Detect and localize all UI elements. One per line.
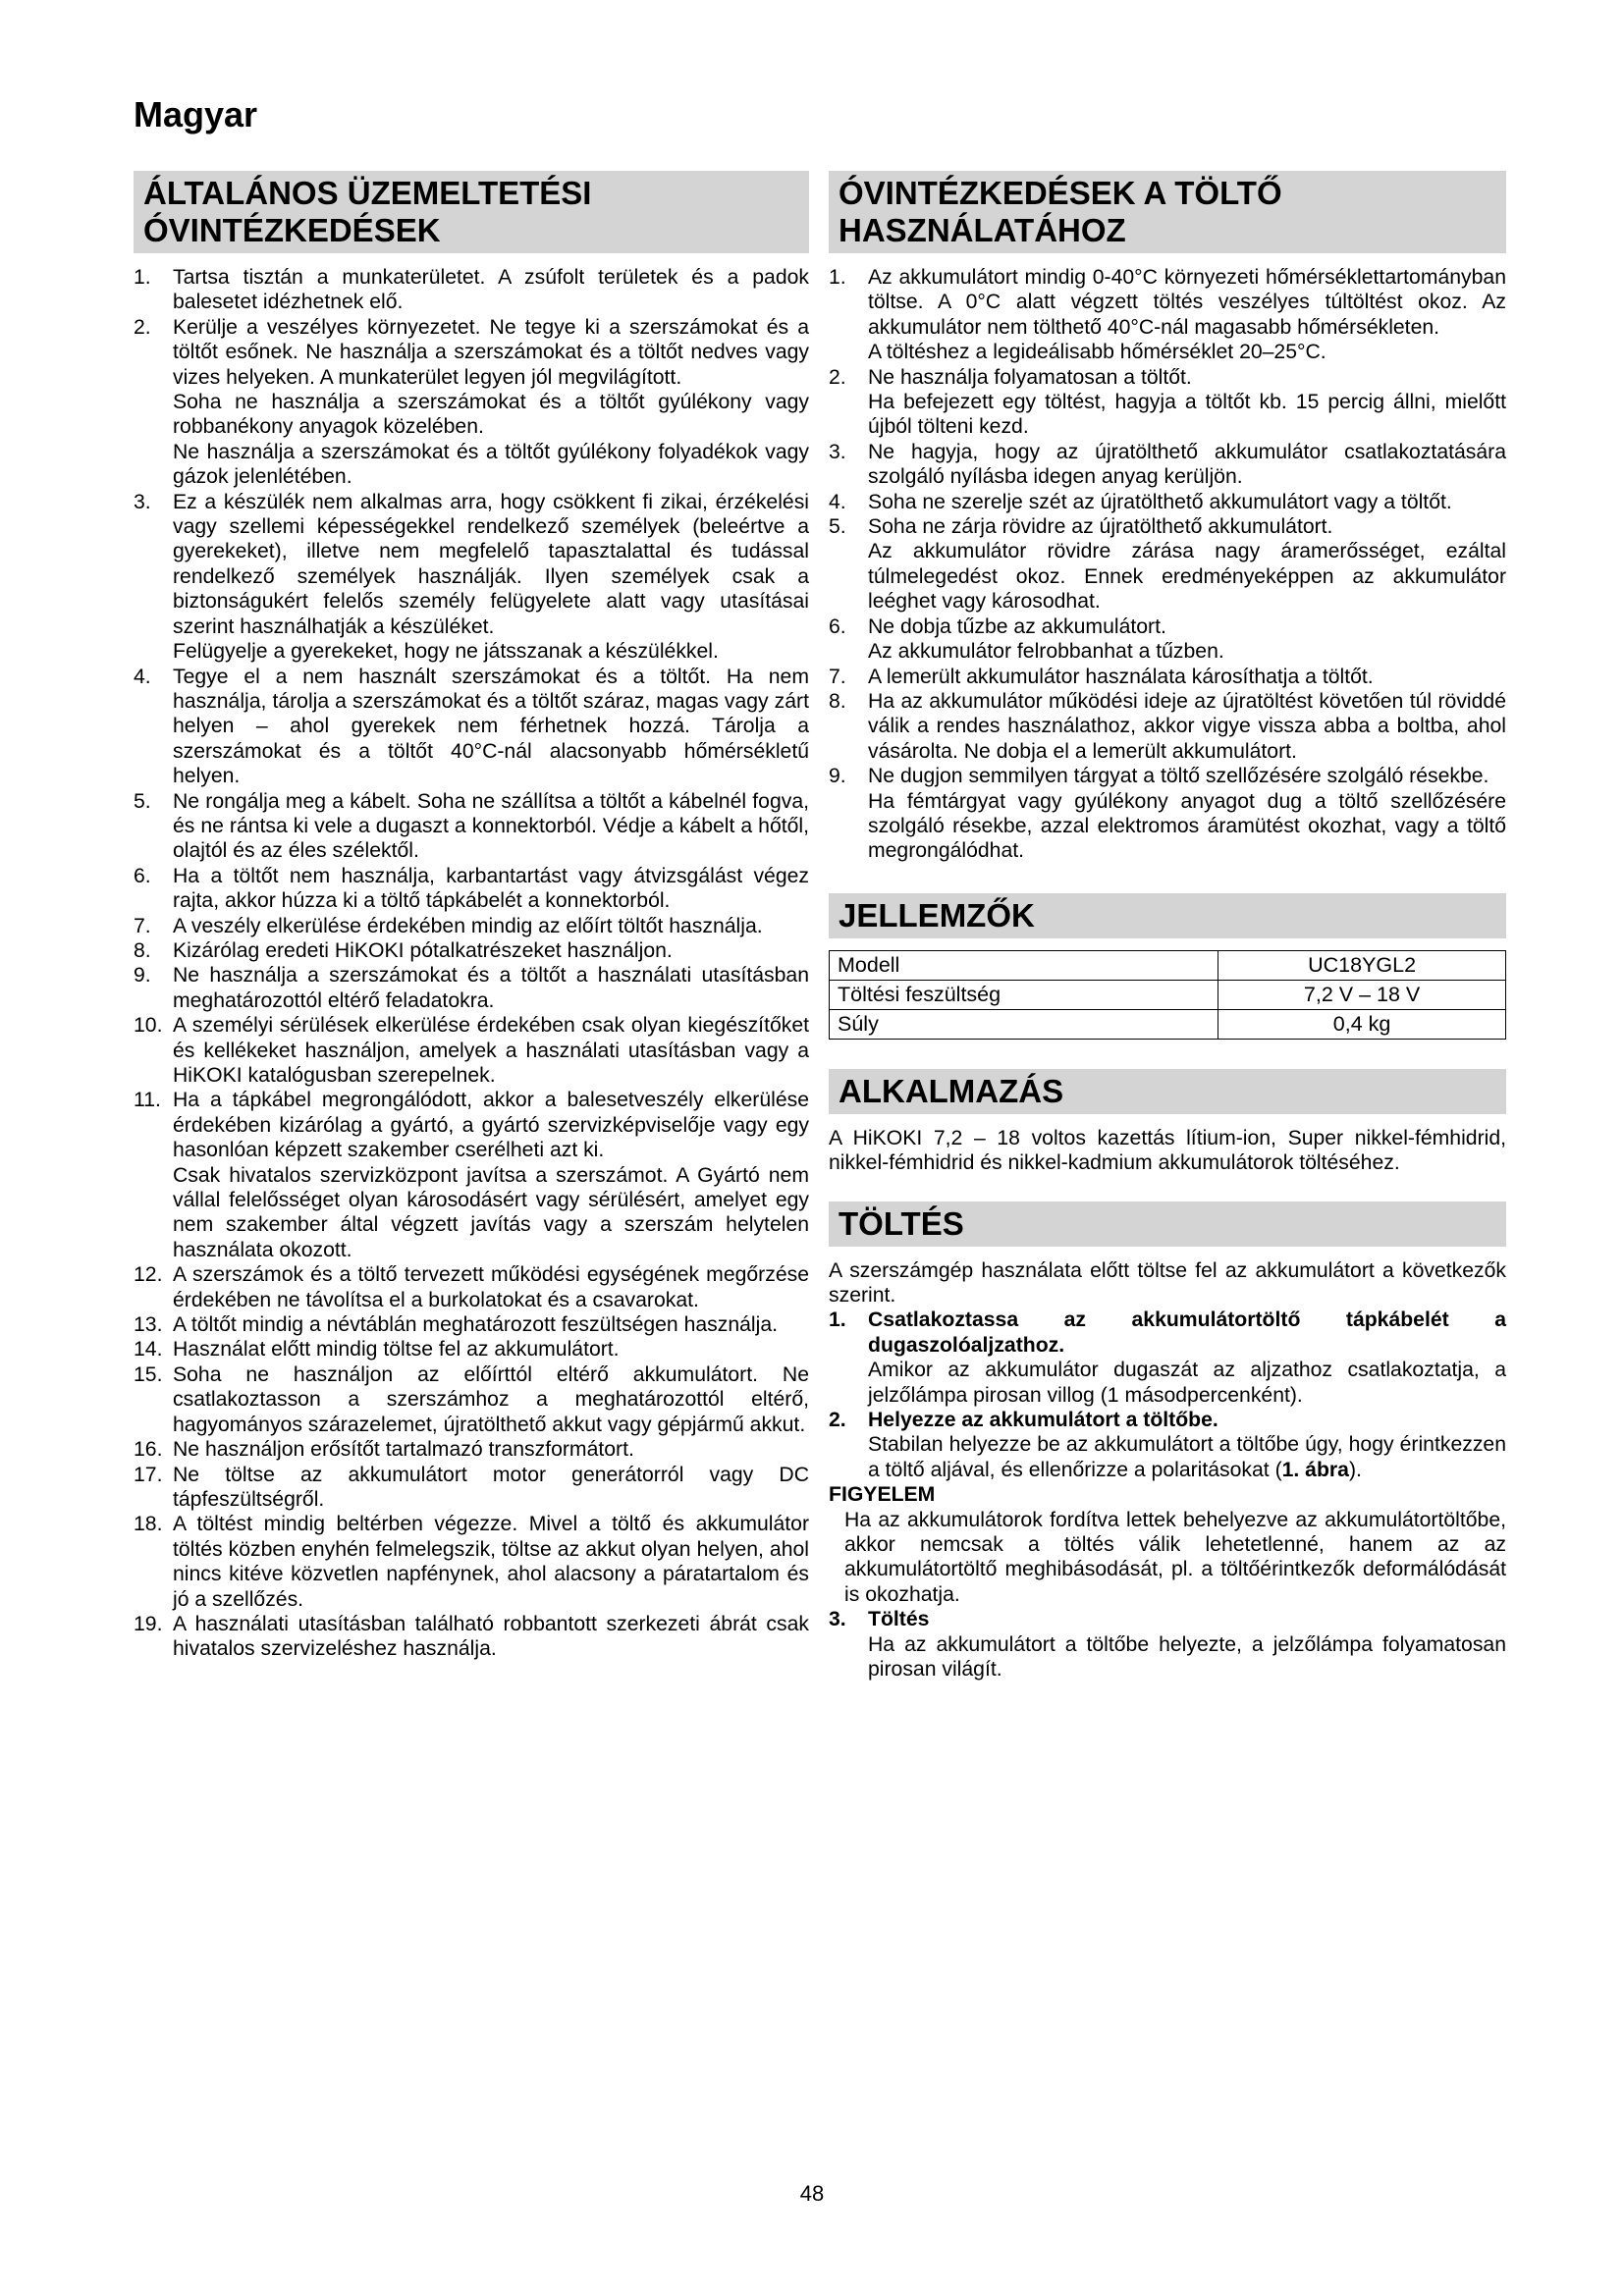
list-item	[134, 1163, 809, 1263]
list-item	[134, 665, 809, 789]
list-item-text: A töltést mindig beltérben végezze. Mivel a töltő és akkumulátor töltés közben enyhén felmelegszik, töltse az akkut olyan helyen, ahol nincs kitéve közvetlen napfénynek, ahol alacsony a páratartalom és jó a szellőzés.	[173, 1513, 809, 1611]
list-item-text: Tartsa tisztán a munkaterületet. A zsúfolt területek és a padok balesetet idézhetnek elő.	[173, 266, 809, 314]
list-item	[829, 764, 1506, 788]
list-item-text: A veszély elkerülése érdekében mindig az előírt töltőt használja.	[173, 914, 763, 937]
list-item-number: 13.	[134, 1313, 163, 1337]
list-item	[829, 614, 1506, 639]
list-item-text: Ne rongálja meg a kábelt. Soha ne szállítsa a töltőt a kábelnél fogva, és ne rántsa ki vele a dugaszt a konnektorból. Védje a kábelt a hőtől, olajtól és az éles szélektől.	[173, 789, 809, 863]
charger-precautions-heading: ÓVINTÉZKEDÉSEK A TÖLTŐ HASZNÁLATÁHOZ	[829, 171, 1506, 253]
list-item-text: Tegye el a nem használt szerszámokat és a töltőt. Ha nem használja, tárolja a szerszámokat és a töltőt száraz, magas vagy zárt helyen – ahol gyerekek nem férhetnek hozzá. Tárolja a szerszámokat és a töltőt 40°C-nál alacsonyabb hőmérsékletű helyen.	[173, 665, 809, 788]
list-item	[829, 689, 1506, 764]
table-row	[830, 1009, 1506, 1039]
list-item	[829, 665, 1506, 689]
list-item	[134, 1612, 809, 1662]
list-item-text: Soha ne zárja rövidre az újratölthető akkumulátort.	[868, 515, 1333, 539]
list-item	[134, 1013, 809, 1088]
list-item-text: A személyi sérülések elkerülése érdekében csak olyan kiegészítőket és kellékeket használjon, amelyek a használati utasításban vagy a HiKOKI katalógusban szerepelnek.	[173, 1014, 809, 1087]
list-item-number: 8.	[829, 689, 846, 713]
list-item-number: 18.	[134, 1513, 163, 1536]
list-item	[829, 789, 1506, 864]
features-heading: JELLEMZŐK	[829, 893, 1506, 938]
list-item-number: 8.	[134, 938, 151, 962]
charging-step-3: 3. Töltés	[829, 1608, 930, 1631]
specifications-table	[829, 950, 1506, 1040]
list-item	[829, 490, 1506, 514]
list-item-text: A szerszámok és a töltő tervezett működési egységének megőrzése érdekében ne távolítsa el a burkolatokat és a csavarokat.	[173, 1263, 809, 1311]
list-item-text: Soha ne használjon az előírttól eltérő akkumulátort. Ne csatlakoztasson a szerszámhoz a meghatározottól eltérő, hagyományos szárazelemet, újratölthető akkut vagy gépjármű akkut.	[173, 1362, 809, 1436]
list-item	[134, 938, 809, 963]
list-item	[829, 390, 1506, 440]
list-item-text: Ne használjon erősítőt tartalmazó transzformátort.	[173, 1438, 634, 1462]
list-item-number	[134, 1163, 173, 1263]
list-item	[134, 639, 809, 664]
list-item-text: A lemerült akkumulátor használata károsíthatja a töltőt.	[868, 665, 1374, 688]
list-item-number	[134, 639, 173, 664]
list-item	[134, 1362, 809, 1437]
list-item-number	[134, 390, 173, 440]
application-text: A HiKOKI 7,2 – 18 voltos kazettás lítium-ion, Super nikkel-fémhidrid, nikkel-fémhidrid és nikkel-kadmium akkumulátorok töltéséhez.	[829, 1126, 1506, 1175]
list-item-number: 3.	[829, 440, 846, 463]
list-item-number: 9.	[829, 765, 846, 788]
list-item	[134, 315, 809, 390]
note-label: FIGYELEM	[829, 1483, 936, 1507]
list-item	[829, 365, 1506, 390]
list-item-number	[829, 390, 868, 440]
list-item	[829, 539, 1506, 614]
list-item	[134, 864, 809, 914]
language-label: Magyar	[134, 94, 258, 134]
list-item-text: Kizárólag eredeti HiKOKI pótalkatrészeket használjon.	[173, 938, 673, 962]
list-item-text: Ne használja folyamatosan a töltőt.	[868, 365, 1192, 389]
list-item-text: Az akkumulátor felrobbanhat a tűzben.	[868, 640, 1224, 664]
list-item	[134, 390, 809, 440]
list-item-number	[829, 539, 868, 614]
list-item-number: 2.	[829, 365, 846, 389]
list-item-number: 15.	[134, 1362, 163, 1386]
charging-step-1-text: Amikor az akkumulátor dugaszát az aljzathoz csatlakoztatja, a jelzőlámpa pirosan villog (1 másodpercenként).	[868, 1359, 1506, 1407]
charging-section	[829, 1258, 1506, 1682]
list-item-text: Soha ne szerelje szét az újratölthető akkumulátort vagy a töltőt.	[868, 490, 1452, 513]
list-item	[134, 963, 809, 1013]
list-item-text: Használat előtt mindig töltse fel az akkumulátort.	[173, 1338, 620, 1362]
charging-step-1: 1. Csatlakoztassa az akkumulátortöltő tápkábelét a dugaszolóaljzathoz.	[829, 1308, 1506, 1357]
list-item-number: 5.	[829, 515, 846, 539]
list-item-text: Ha befejezett egy töltést, hagyja a töltőt kb. 15 percig állni, mielőtt újból tölteni kezd.	[868, 391, 1506, 439]
spec-value: UC18YGL2	[1218, 950, 1506, 980]
list-item-text: Ne használja a szerszámokat és a töltőt gyúlékony folyadékok vagy gázok jelenlétében.	[173, 440, 809, 489]
list-item	[134, 440, 809, 490]
general-precautions-list	[134, 265, 809, 1662]
list-item	[829, 514, 1506, 539]
list-item-number: 4.	[134, 665, 151, 688]
list-item-text: Kerülje a veszélyes környezetet. Ne tegye ki a szerszámokat és a töltőt esőnek. Ne használja a szerszámokat és a töltőt nedves vagy vizes helyeken. A munkaterület legyen jól megvilágított.	[173, 315, 809, 389]
list-item-number: 5.	[134, 789, 151, 813]
list-item	[134, 1437, 809, 1462]
list-item-number: 2.	[134, 315, 151, 339]
list-item	[134, 1337, 809, 1362]
list-item	[134, 265, 809, 315]
list-item-text: Ez a készülék nem alkalmas arra, hogy csökkent fi zikai, érzékelési vagy szellemi képességekkel rendelkező személyek (beleértve a gyerekeket), illetve nem megfelelő tapasztalattal és tudással rendelkező személyek használják. Ilyen személyek csak a biztonságukért felelős személy felügyelete alatt vagy utasításai szerint használhatják a készüléket.	[173, 490, 809, 638]
list-item	[829, 639, 1506, 664]
charging-step-3-text: Ha az akkumulátort a töltőbe helyezte, a jelzőlámpa folyamatosan pirosan világít.	[868, 1632, 1506, 1682]
list-item-number: 17.	[134, 1463, 163, 1486]
list-item-text: Ne töltse az akkumulátort motor generátorról vagy DC tápfeszültségről.	[173, 1463, 809, 1511]
list-item-number: 9.	[134, 964, 151, 988]
charging-intro: A szerszámgép használata előtt töltse fel az akkumulátort a következők szerint.	[829, 1258, 1506, 1307]
general-precautions-column	[134, 171, 809, 1662]
list-item-number: 14.	[134, 1338, 163, 1362]
list-item-text: Ne használja a szerszámokat és a töltőt a használati utasításban meghatározottól eltérő feladatokra.	[173, 964, 809, 1012]
list-item-number: 12.	[134, 1263, 163, 1287]
list-item-number	[829, 639, 868, 664]
list-item-number: 10.	[134, 1014, 163, 1038]
charger-precautions-list	[829, 265, 1506, 864]
charger-precautions-column	[829, 171, 1506, 1682]
list-item	[134, 1262, 809, 1312]
list-item-number: 7.	[134, 914, 151, 937]
list-item-number: 6.	[134, 864, 151, 887]
list-item	[829, 440, 1506, 490]
list-item-text: Ha az akkumulátor működési ideje az újratöltést követően túl röviddé válik a rendes használathoz, akkor vigye vissza abba a boltba, ahol vásárolta. Ne dobja el a lemerült akkumulátort.	[868, 689, 1506, 763]
list-item-text: A használati utasításban található robbantott szerkezeti ábrát csak hivatalos szervizeléshez használja.	[173, 1612, 809, 1661]
spec-label: Modell	[830, 950, 1218, 980]
charging-step-2: 2. Helyezze az akkumulátort a töltőbe.	[829, 1409, 1218, 1431]
list-item-text: A töltőt mindig a névtáblán meghatározott feszültségen használja.	[173, 1313, 778, 1337]
charging-heading: TÖLTÉS	[829, 1201, 1506, 1247]
table-row	[830, 980, 1506, 1009]
list-item-text: A töltéshez a legideálisabb hőmérséklet 20–25°C.	[868, 341, 1326, 364]
note-text: Ha az akkumulátorok fordítva lettek behelyezve az akkumulátortöltőbe, akkor nemcsak a töltés válik lehetetlenné, hanem az az akkumulátortöltő meghibásodását, pl. a töltőérintkezők deformálódását is okozhatja.	[844, 1508, 1506, 1606]
spec-label: Súly	[830, 1009, 1218, 1039]
list-item-text: Ne dugjon semmilyen tárgyat a töltő szellőzésére szolgáló résekbe.	[868, 765, 1489, 788]
charging-step-2-text: Stabilan helyezze be az akkumulátort a töltőbe úgy, hogy érintkezzen a töltő aljával, és ellenőrizze a polaritásokat (1. ábra).	[868, 1433, 1506, 1481]
list-item-text: Csak hivatalos szervizközpont javítsa a szerszámot. A Gyártó nem vállal felelősséget olyan károsodásért vagy sérülésért, amelyet egy nem szakember által végzett javítás vagy a szerszám helytelen használata okozott.	[173, 1163, 809, 1261]
list-item-number: 19.	[134, 1612, 163, 1635]
list-item	[134, 1463, 809, 1513]
list-item	[134, 1088, 809, 1162]
list-item-number: 3.	[134, 490, 151, 513]
spec-label: Töltési feszültség	[830, 980, 1218, 1009]
list-item	[829, 340, 1506, 364]
spec-value: 0,4 kg	[1218, 1009, 1506, 1039]
list-item-number: 7.	[829, 665, 846, 688]
list-item-text: Soha ne használja a szerszámokat és a töltőt gyúlékony vagy robbanékony anyagok közelében.	[173, 391, 809, 439]
list-item	[134, 914, 809, 938]
list-item-number: 11.	[134, 1089, 161, 1112]
list-item	[134, 789, 809, 864]
list-item-number: 1.	[134, 266, 151, 289]
list-item-text: Ne dobja tűzbe az akkumulátort.	[868, 614, 1166, 638]
list-item-number	[829, 789, 868, 864]
list-item	[134, 1512, 809, 1612]
application-heading: ALKALMAZÁS	[829, 1069, 1506, 1114]
list-item-text: Ne hagyja, hogy az újratölthető akkumulátor csatlakoztatására szolgáló nyílásba idegen anyag kerüljön.	[868, 440, 1506, 489]
list-item	[829, 265, 1506, 340]
list-item-number	[134, 440, 173, 490]
list-item-number: 6.	[829, 614, 846, 638]
table-row	[830, 950, 1506, 980]
list-item-text: Ha a töltőt nem használja, karbantartást vagy átvizsgálást végez rajta, akkor húzza ki a töltő tápkábelét a konnektorból.	[173, 864, 809, 913]
list-item	[134, 490, 809, 639]
list-item-text: Ha fémtárgyat vagy gyúlékony anyagot dug a töltő szellőzésére szolgáló résekbe, azzal elektromos áramütést okozhat, vagy a töltő megrongálódhat.	[868, 789, 1506, 863]
list-item-text: Felügyelje a gyerekeket, hogy ne játsszanak a készülékkel.	[173, 640, 719, 664]
list-item	[134, 1312, 809, 1337]
spec-value: 7,2 V – 18 V	[1218, 980, 1506, 1009]
list-item-text: Az akkumulátor rövidre zárása nagy áramerősséget, ezáltal túlmelegedést okoz. Ennek eredményeképpen az akkumulátor leéghet vagy károsodhat.	[868, 540, 1506, 614]
list-item-text: Ha a tápkábel megrongálódott, akkor a balesetveszély elkerülése érdekében kizárólag a gyártó, a gyártó szervizképviselője vagy egy hasonlóan képzett szakember cserélheti azt ki.	[173, 1089, 809, 1162]
general-precautions-heading: ÁLTALÁNOS ÜZEMELTETÉSI ÓVINTÉZKEDÉSEK	[134, 171, 809, 253]
list-item-number	[829, 340, 868, 364]
list-item-number: 1.	[829, 266, 846, 289]
figure-reference: 1. ábra	[1281, 1458, 1349, 1481]
list-item-number: 4.	[829, 490, 846, 513]
list-item-text: Az akkumulátort mindig 0-40°C környezeti hőmérséklettartományban töltse. A 0°C alatt végzett töltés veszélyes túltöltést okoz. Az akkumulátor nem tölthető 40°C-nál magasabb hőmérsékleten.	[868, 266, 1506, 339]
page-number: 48	[799, 2181, 825, 2206]
list-item-number: 16.	[134, 1438, 163, 1462]
